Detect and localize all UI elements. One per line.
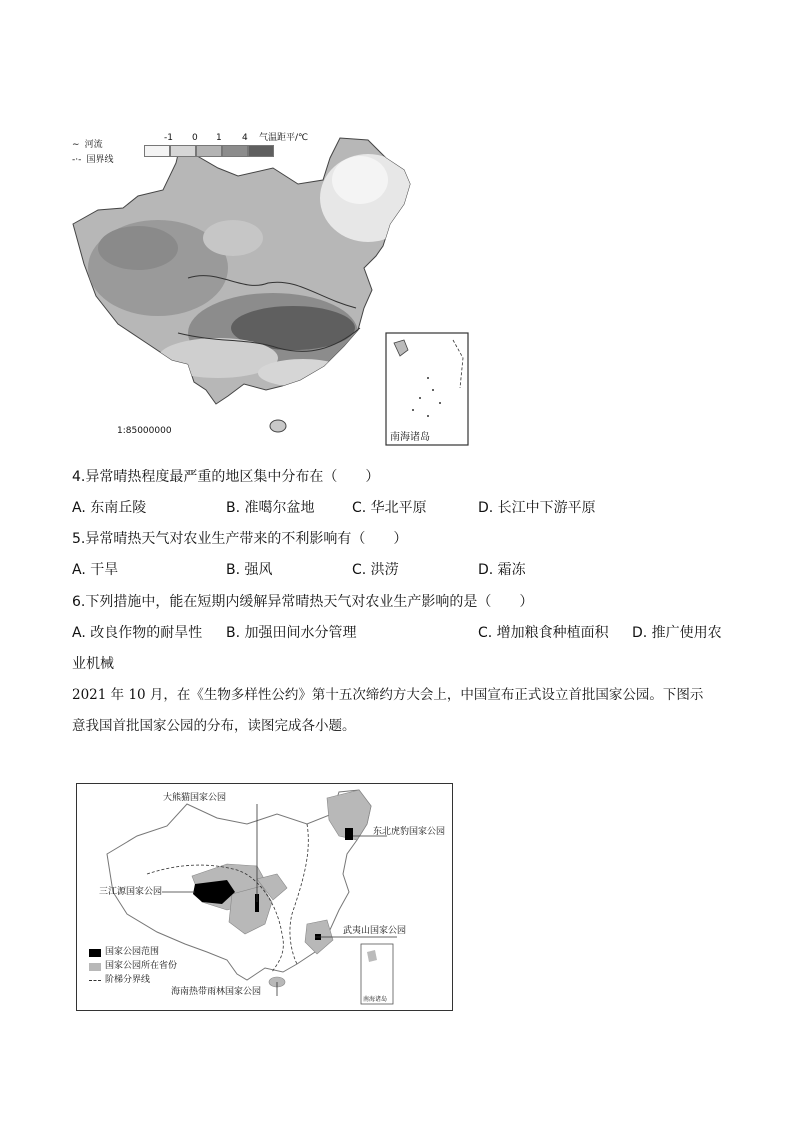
q4-option-c: C. 华北平原 <box>352 500 427 516</box>
legend-park-province: 国家公园所在省份 <box>105 961 178 971</box>
passage-line-2: 意我国首批国家公园的分布，读图完成各小题。 <box>72 718 356 734</box>
q6-option-d: D. 推广使用农 <box>632 625 722 641</box>
legend-swatch <box>144 145 170 157</box>
temperature-anomaly-map-drawing <box>68 128 478 446</box>
q6-option-d-continuation: 业机械 <box>72 656 114 672</box>
q6-option-c: C. 增加粮食种植面积 <box>478 625 609 641</box>
legend-tick: -1 <box>164 133 173 143</box>
legend-river-label: 河流 <box>84 140 103 150</box>
q6-option-b: B. 加强田间水分管理 <box>226 625 357 641</box>
map1-color-legend <box>144 133 324 157</box>
q4-option-b: B. 准噶尔盆地 <box>226 500 315 516</box>
q5-option-b: B. 强风 <box>226 562 273 578</box>
legend-unit: 气温距平/℃ <box>259 133 309 143</box>
park-area-swatch <box>89 949 101 957</box>
legend-swatch <box>170 145 196 157</box>
map1-scale: 1:85000000 <box>117 426 172 436</box>
passage-line-1: 2021 年 10 月，在《生物多样性公约》第十五次缔约方大会上，中国宣布正式设立首批国家公园。下图示 <box>72 687 704 703</box>
park-province-swatch <box>89 963 101 971</box>
question-4-stem: 4.异常晴热程度最严重的地区集中分布在（ ） <box>72 469 380 485</box>
map1-inset-label: 南海诸岛 <box>390 432 430 443</box>
label-wuyi-park: 武夷山国家公园 <box>343 926 407 936</box>
q5-option-a: A. 干旱 <box>72 562 119 578</box>
legend-tick: 0 <box>192 133 198 143</box>
temperature-anomaly-map <box>68 128 478 446</box>
map2-legend <box>89 947 177 986</box>
label-hainan-park: 海南热带雨林国家公园 <box>171 987 262 997</box>
q5-option-c: C. 洪涝 <box>352 562 399 578</box>
legend-swatch <box>248 145 274 157</box>
label-panda-park: 大熊猫国家公园 <box>163 793 227 803</box>
question-5-stem: 5.异常晴热天气对农业生产带来的不利影响有（ ） <box>72 531 408 547</box>
national-parks-map <box>76 783 453 1011</box>
legend-border-label: 国界线 <box>86 155 114 165</box>
question-6-stem: 6.下列措施中，能在短期内缓解异常晴热天气对农业生产影响的是（ ） <box>72 594 534 610</box>
q4-option-a: A. 东南丘陵 <box>72 500 147 516</box>
label-tiger-park: 东北虎豹国家公园 <box>373 827 446 837</box>
legend-step-line: 阶梯分界线 <box>105 975 151 985</box>
label-sanjiangyuan-park: 三江源国家公园 <box>99 887 163 897</box>
legend-park-area: 国家公园范围 <box>105 947 160 957</box>
border-line-icon: -·- <box>72 155 82 165</box>
q4-option-d: D. 长江中下游平原 <box>478 500 596 516</box>
legend-swatch <box>222 145 248 157</box>
map1-legend-border <box>72 147 113 166</box>
step-line-swatch <box>89 980 101 981</box>
q5-option-d: D. 霜冻 <box>478 562 526 578</box>
legend-tick: 4 <box>242 133 248 143</box>
map2-inset-label: 南海诸岛 <box>363 996 388 1003</box>
legend-swatch <box>196 145 222 157</box>
river-line-icon: ∼ <box>72 140 80 150</box>
q6-option-a: A. 改良作物的耐旱性 <box>72 625 203 641</box>
legend-tick: 1 <box>216 133 222 143</box>
